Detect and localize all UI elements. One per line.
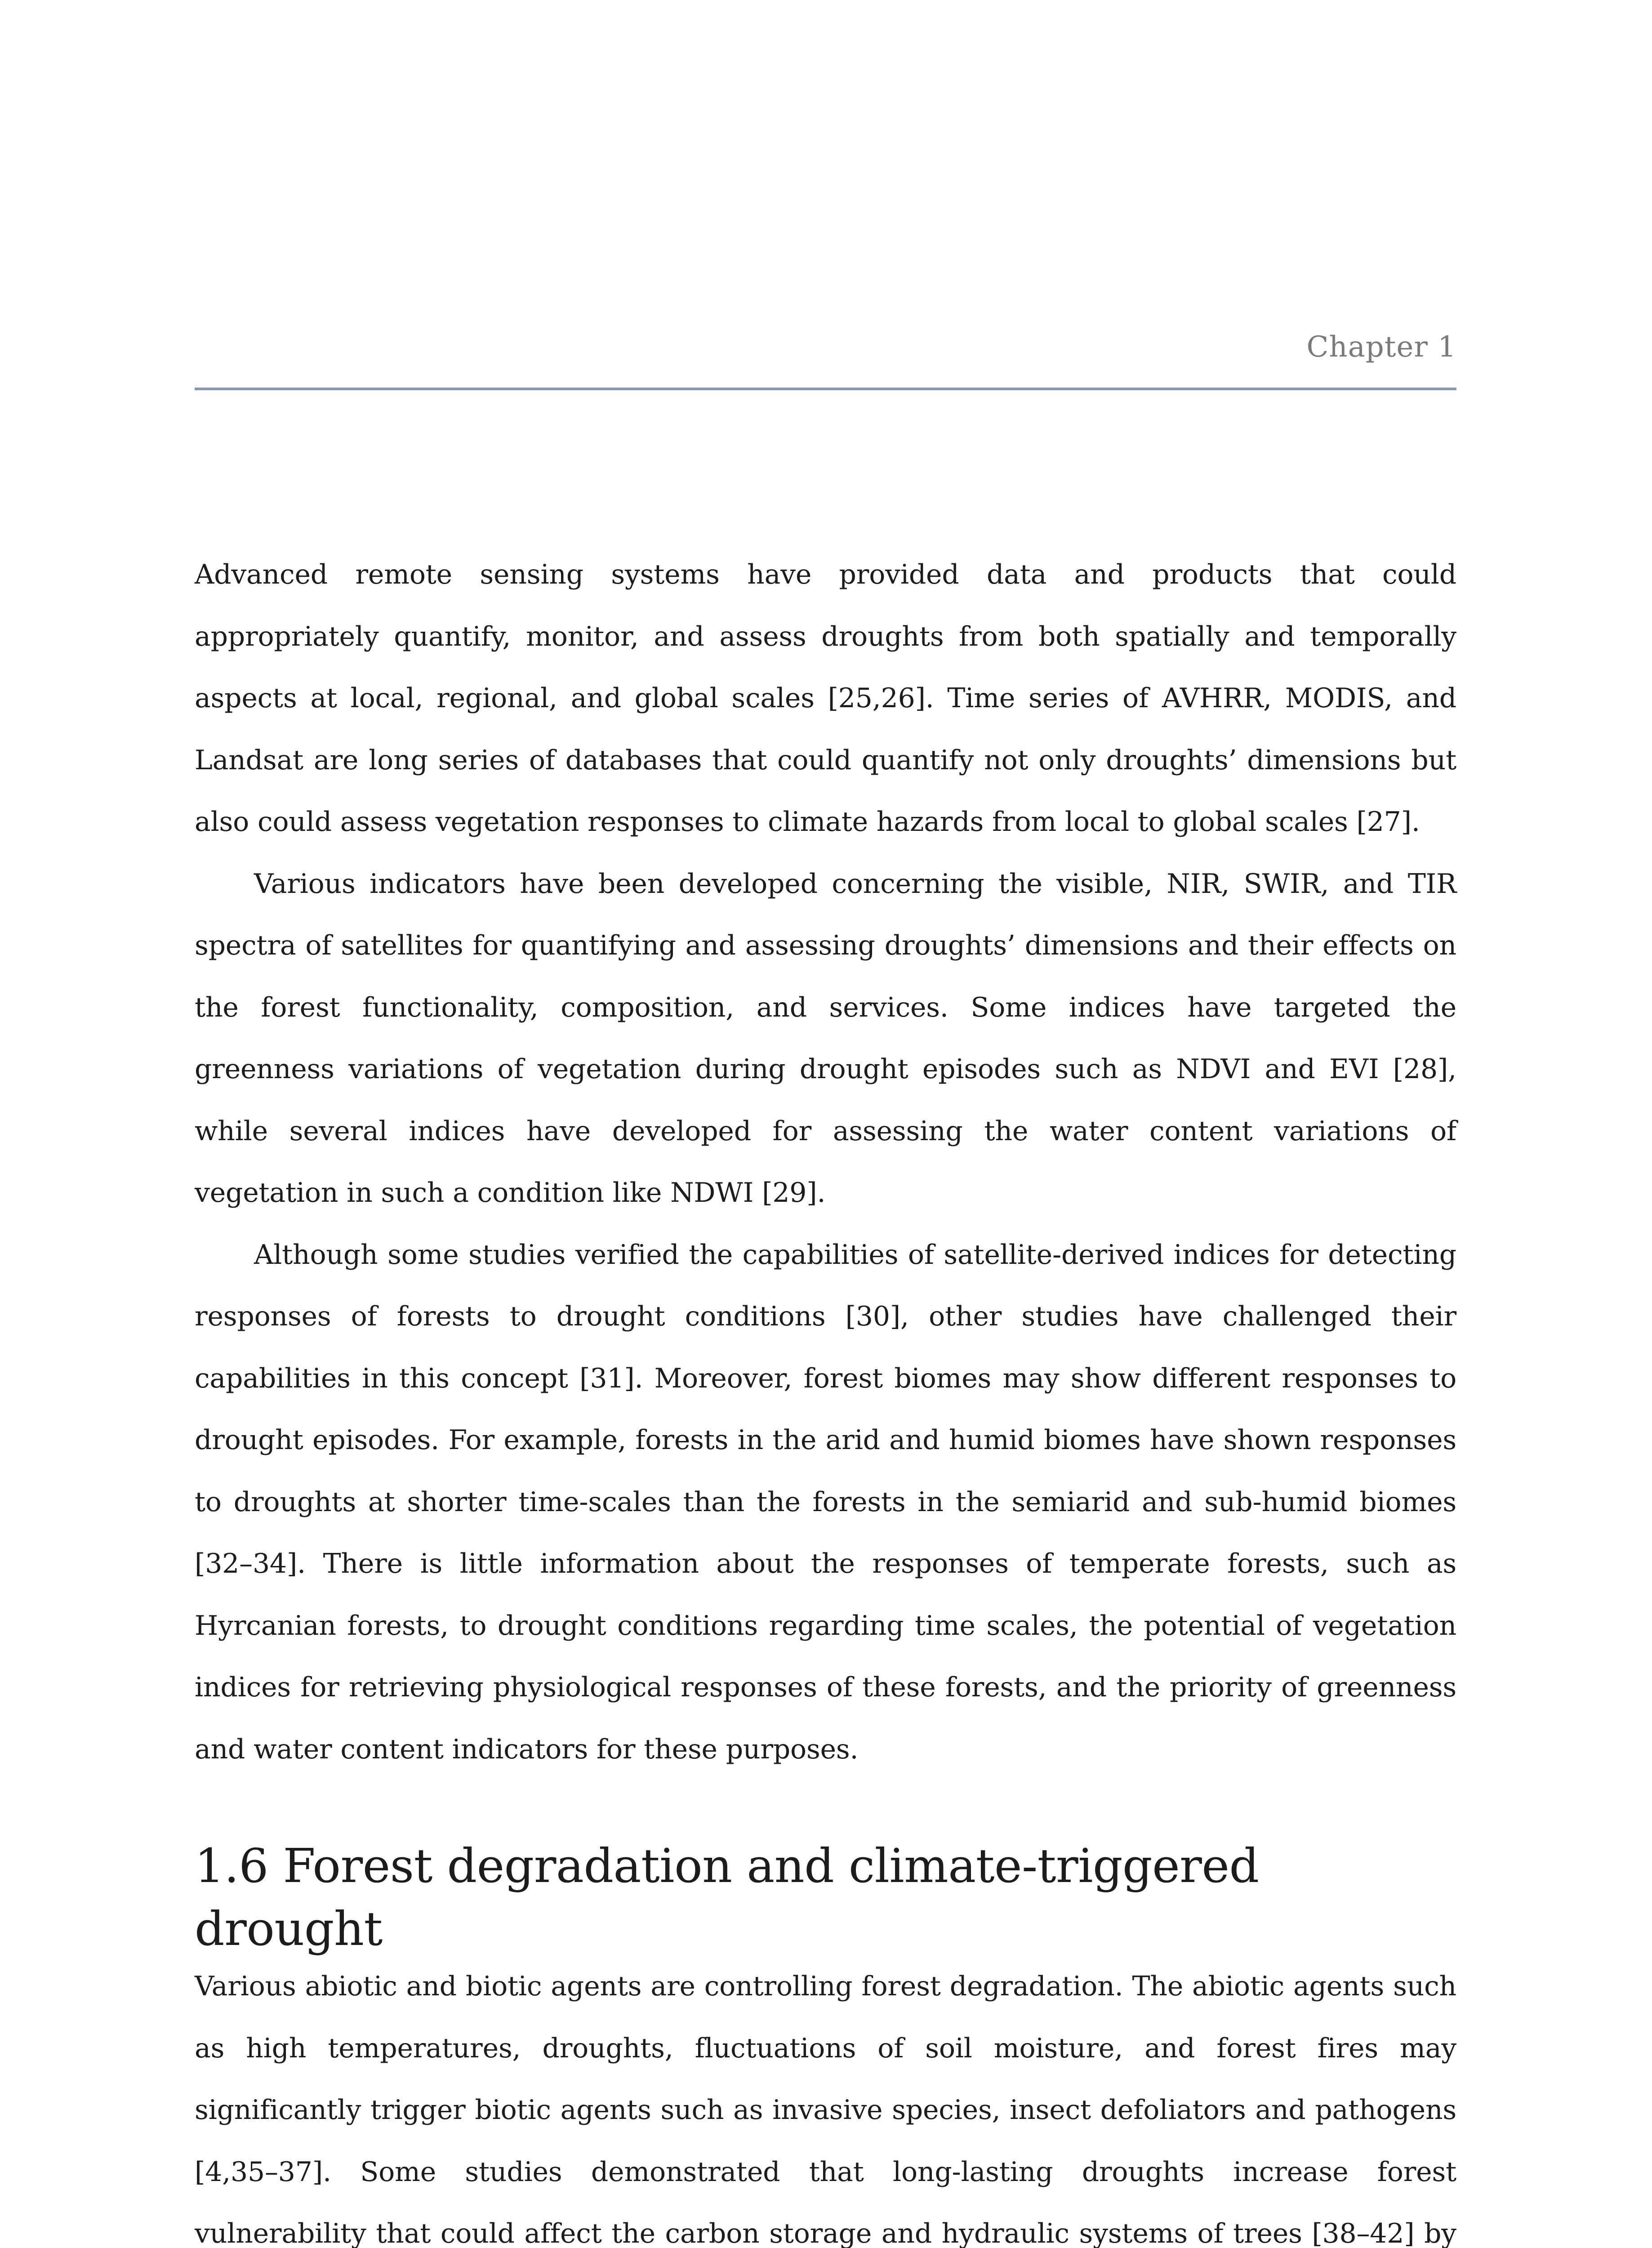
running-header: Chapter 1 [1306, 330, 1456, 364]
paragraph: Various indicators have been developed concerning the visible, NIR, SWIR, and TIR spectra of satellites for quantifying and assessing droughts’ dimensions and their effects on the forest functionality, composition, and services. Some indices have targeted the greenness variations of vegetation during drought episodes such as NDVI and EVI [28], while several indices have developed for assessing the water content variations of vegetation in such a condition like NDWI [29]. [195, 868, 1456, 1209]
paragraph: Although some studies verified the capabilities of satellite-derived indices for detecting responses of forests to drought conditions [30], other studies have challenged their capabilities in this concept [31]. Moreover, forest biomes may show different responses to drought episodes. For example, forests in the arid and humid biomes have shown responses to droughts at shorter time-scales than the forests in the semiarid and sub-humid biomes [32–34]. There is little information about the responses of temperate forests, such as Hyrcanian forests, to drought conditions regarding time scales, the potential of vegetation indices for retrieving physiological responses of these forests, and the priority of greenness and water content indicators for these purposes. [195, 1239, 1456, 1765]
body-text-block [195, 544, 1456, 1780]
paragraph: Advanced remote sensing systems have provided data and products that could appropriately quantify, monitor, and assess droughts from both spatially and temporally aspects at local, regional, and global scales [25,26]. Time series of AVHRR, MODIS, and Landsat are long series of databases that could quantify not only droughts’ dimensions but also could assess vegetation responses to climate hazards from local to global scales [27]. [195, 559, 1456, 838]
header-rule [195, 388, 1456, 390]
section-heading: 1.6 Forest degradation and climate-triggered drought [195, 1838, 1259, 1956]
section-body-text [195, 1956, 1456, 2248]
paragraph: Various abiotic and biotic agents are controlling forest degradation. The abiotic agents such as high temperatures, droughts, fluctuations of soil moisture, and forest fires may significantly trigger biotic agents such as invasive species, insect defoliators and pathogens [4,35–37]. Some studies demonstrated that long-lasting droughts increase forest vulnerability that could affect the carbon storage and hydraulic systems of trees [38–42] by [195, 1971, 1456, 2248]
